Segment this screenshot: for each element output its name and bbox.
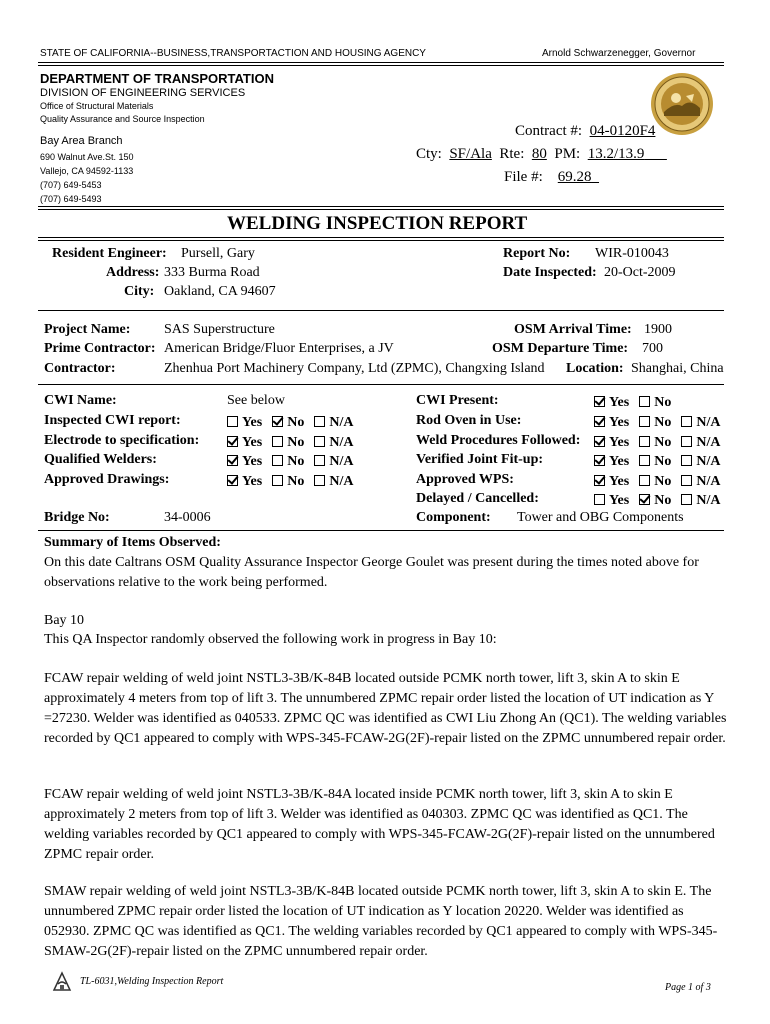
office-line-2: Quality Assurance and Source Inspection [40, 114, 205, 124]
section-rule-1 [38, 310, 724, 311]
report-title: WELDING INSPECTION REPORT [227, 213, 528, 234]
header-rule [38, 62, 724, 66]
checkbox-na-empty-icon [681, 416, 692, 427]
check-row-options [227, 413, 363, 431]
check-row-label: Electrode to specification: [44, 432, 200, 448]
check-row-options [227, 452, 363, 470]
checkbox-na-empty-icon [314, 436, 325, 447]
check-row-label: Approved WPS: [416, 471, 514, 487]
observation-paragraph-2: FCAW repair welding of weld joint NSTL3-3B/K-84A located inside PCMK north tower, lift 3, skin A to skin E approximately 2 meters from top of lift 3. Welder was identified as 040303. ZPMC QC was identified as QC1. The welding variables recorded by QC1 appeared to comply with WPS-345-FCAW-2G(2F)-repair listed on the unnumbered ZPMC repair order. [44, 787, 715, 862]
option-na[interactable]: N/A [314, 415, 353, 431]
osm-arrival-label: OSM Arrival Time: [514, 322, 632, 337]
section-rule-3 [38, 530, 724, 531]
county-route-pm: Cty: SF/Ala Rte: 80 PM: 13.2/13.9 [416, 146, 645, 162]
city-value: Oakland, CA 94607 [164, 284, 276, 299]
checkbox-yes-empty-icon [594, 494, 605, 505]
option-no[interactable]: No [639, 454, 671, 470]
resident-engineer-value: Pursell, Gary [181, 246, 255, 261]
osm-departure-value: 700 [642, 341, 663, 356]
observation-paragraph-1: FCAW repair welding of weld joint NSTL3-3B/K-84B located outside PCMK north tower, lift 3, skin A to skin E approximately 4 meters from top of lift 3. The unnumbered ZPMC repair order listed the location of UT indication as Y =27230. Welder was identified as 040533. ZPMC QC was identified as CWI Liu Zhong An (QC1). The welding variables recorded by QC1 appeared to comply with WPS-345-FCAW-2G(2F)-repair listed on the ZPMC unnumbered repair order. [44, 671, 727, 746]
address-label: Address: [106, 265, 160, 280]
location-label: Location: [566, 361, 624, 376]
checkbox-no-empty-icon [639, 475, 650, 486]
governor-line: Arnold Schwarzenegger, Governor [542, 48, 696, 59]
prime-contractor-label: Prime Contractor: [44, 341, 156, 356]
division-name: DIVISION OF ENGINEERING SERVICES [40, 87, 246, 99]
branch-phone-1: (707) 649-5453 [40, 180, 102, 190]
caltrans-logo-icon [52, 970, 72, 992]
checkbox-yes-checked-icon [594, 416, 605, 427]
checkbox-na-empty-icon [314, 416, 325, 427]
checkbox-no-empty-icon [272, 436, 283, 447]
option-yes[interactable]: Yes [227, 435, 262, 451]
cwi-name-value: See below [227, 393, 285, 408]
office-line-1: Office of Structural Materials [40, 101, 154, 111]
observation-paragraph-3: SMAW repair welding of weld joint NSTL3-3B/K-84B located outside PCMK north tower, lift 3, skin A to skin E. The unnumbered ZPMC repair order listed the location of UT indication as Y location 20220. Welder was identified as 052930. ZPMC QC was identified as QC1. The welding variables recorded by QC1 appeared to comply with WPS-345-SMAW-2G(2F)-repair listed on the ZPMC unnumbered repair order. [44, 884, 718, 959]
checkbox-yes-checked-icon [227, 475, 238, 486]
option-yes[interactable]: Yes [227, 474, 262, 490]
cwi-name-label: CWI Name: [44, 393, 117, 408]
branch-city: Vallejo, CA 94592-1133 [40, 166, 134, 176]
option-yes[interactable]: Yes [227, 415, 262, 431]
date-inspected-value: 20-Oct-2009 [604, 265, 676, 280]
bay-intro: This QA Inspector randomly observed the following work in progress in Bay 10: [44, 632, 497, 647]
option-no[interactable]: No [639, 493, 671, 509]
bridge-no-label: Bridge No: [44, 510, 110, 525]
location-value: Shanghai, China [631, 361, 724, 376]
checkbox-yes-empty-icon [227, 416, 238, 427]
option-na[interactable]: N/A [681, 415, 720, 431]
checkbox-no-empty-icon [639, 416, 650, 427]
option-no[interactable]: No [272, 454, 304, 470]
department-name: DEPARTMENT OF TRANSPORTATION [40, 71, 274, 86]
component-label: Component: [416, 510, 491, 525]
contract-number: Contract #: 04-0120F4 [515, 123, 656, 139]
option-na[interactable]: N/A [681, 435, 720, 451]
state-seal-icon [650, 72, 714, 136]
checkbox-yes-checked-icon [227, 455, 238, 466]
checkbox-yes-checked-icon [594, 475, 605, 486]
check-row-label: Inspected CWI report: [44, 413, 181, 428]
check-row-options [227, 433, 363, 451]
branch-name: Bay Area Branch [40, 135, 123, 147]
option-yes[interactable]: Yes [594, 395, 629, 411]
check-row-options [594, 472, 730, 490]
resident-engineer-label: Resident Engineer: [52, 246, 167, 261]
checkbox-na-empty-icon [314, 475, 325, 486]
checkbox-yes-checked-icon [227, 436, 238, 447]
cwi-present-options [594, 393, 681, 411]
option-na[interactable]: N/A [681, 474, 720, 490]
option-na[interactable]: N/A [681, 493, 720, 509]
bridge-no-value: 34-0006 [164, 510, 211, 525]
checkbox-no-checked-icon [272, 416, 283, 427]
footer-page-number: Page 1 of 3 [665, 982, 711, 993]
checkbox-na-empty-icon [681, 455, 692, 466]
contractor-label: Contractor: [44, 361, 116, 376]
option-na[interactable]: N/A [314, 435, 353, 451]
branch-street: 690 Walnut Ave.St. 150 [40, 152, 134, 162]
checkbox-na-empty-icon [681, 494, 692, 505]
option-yes[interactable]: Yes [594, 493, 629, 509]
checkbox-yes-checked-icon [594, 396, 605, 407]
check-row-label: Delayed / Cancelled: [416, 491, 539, 506]
option-yes[interactable]: Yes [594, 454, 629, 470]
report-no-value: WIR-010043 [595, 246, 669, 261]
summary-heading: Summary of Items Observed: [44, 535, 221, 550]
check-row-label: Rod Oven in Use: [416, 413, 522, 428]
branch-phone-2: (707) 649-5493 [40, 194, 102, 204]
check-row-options [594, 413, 730, 431]
option-no[interactable]: No [639, 395, 671, 411]
component-value: Tower and OBG Components [517, 510, 684, 525]
report-no-label: Report No: [503, 246, 571, 261]
option-yes[interactable]: Yes [227, 454, 262, 470]
option-na[interactable]: N/A [681, 454, 720, 470]
option-na[interactable]: N/A [314, 474, 353, 490]
option-no[interactable]: No [639, 435, 671, 451]
checkbox-no-empty-icon [272, 475, 283, 486]
section-rule-2 [38, 384, 724, 385]
checkbox-na-empty-icon [314, 455, 325, 466]
check-row-options [594, 452, 730, 470]
checkbox-no-empty-icon [639, 436, 650, 447]
title-rule-top [38, 206, 724, 210]
checkbox-na-empty-icon [681, 436, 692, 447]
checkbox-no-empty-icon [639, 455, 650, 466]
check-row-label: Approved Drawings: [44, 471, 170, 487]
osm-departure-label: OSM Departure Time: [492, 341, 629, 356]
option-yes[interactable]: Yes [594, 435, 629, 451]
bay-heading: Bay 10 [44, 613, 85, 628]
footer-form-id: TL-6031,Welding Inspection Report [80, 976, 224, 987]
check-row-label: Verified Joint Fit-up: [416, 452, 544, 467]
check-row-options [594, 491, 730, 509]
prime-contractor-value: American Bridge/Fluor Enterprises, a JV [164, 341, 394, 356]
address-value: 333 Burma Road [164, 265, 260, 280]
checkbox-no-empty-icon [272, 455, 283, 466]
checkbox-yes-checked-icon [594, 455, 605, 466]
checkbox-yes-checked-icon [594, 436, 605, 447]
option-na[interactable]: N/A [314, 454, 353, 470]
cwi-present-label: CWI Present: [416, 393, 499, 408]
date-inspected-label: Date Inspected: [503, 265, 597, 280]
project-name-value: SAS Superstructure [164, 322, 275, 337]
check-row-options [594, 433, 730, 451]
option-yes[interactable]: Yes [594, 474, 629, 490]
check-row-label: Qualified Welders: [44, 452, 157, 467]
checkbox-no-checked-icon [639, 494, 650, 505]
check-row-label: Weld Procedures Followed: [416, 432, 581, 448]
option-no[interactable]: No [272, 474, 304, 490]
osm-arrival-value: 1900 [644, 322, 672, 337]
contractor-value: Zhenhua Port Machinery Company, Ltd (ZPMC), Changxing Island [164, 361, 545, 376]
option-no[interactable]: No [272, 435, 304, 451]
option-no[interactable]: No [639, 474, 671, 490]
city-label: City: [124, 284, 155, 299]
project-name-label: Project Name: [44, 322, 131, 337]
file-number: File #: 69.28 [504, 169, 592, 185]
summary-intro: On this date Caltrans OSM Quality Assurance Inspector George Goulet was present during the times noted above for observations relative to the work being performed. [44, 555, 699, 590]
agency-line: STATE OF CALIFORNIA--BUSINESS,TRANSPORTACTION AND HOUSING AGENCY [40, 48, 426, 59]
option-no[interactable]: No [639, 415, 671, 431]
title-rule-bottom [38, 237, 724, 241]
check-row-options [227, 472, 363, 490]
checkbox-no-empty-icon [639, 396, 650, 407]
checkbox-na-empty-icon [681, 475, 692, 486]
option-no[interactable]: No [272, 415, 304, 431]
option-yes[interactable]: Yes [594, 415, 629, 431]
